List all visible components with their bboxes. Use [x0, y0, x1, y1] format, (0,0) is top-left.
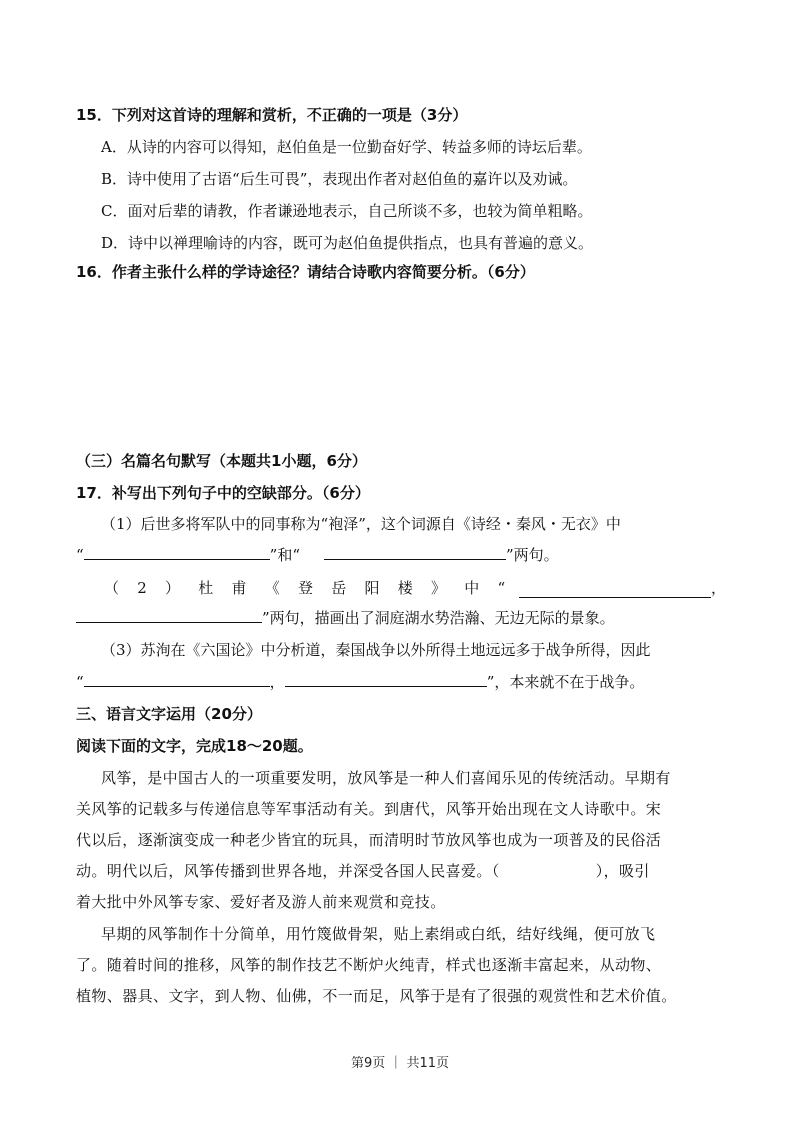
- q17-item2-line1: （ 2 ） 杜 甫 《 登 岳 阳 楼 》 中 “ ，: [76, 578, 726, 598]
- q15-option-c: C．面对后辈的请教，作者谦逊地表示，自己所谈不多，也较为简单粗略。: [101, 202, 593, 220]
- quote-join: ”和“: [269, 546, 301, 564]
- q17-item3-line1: （3）苏洵在《六国论》中分析道，秦国战争以外所得土地远远多于战争所得，因此: [101, 641, 651, 659]
- q16-title: 16．作者主张什么样的学诗途径？请结合诗歌内容简要分析。（6分）: [76, 263, 535, 281]
- answer-blank-5[interactable]: [84, 672, 270, 687]
- page-footer: 第9页 ｜ 共11页: [350, 1056, 450, 1071]
- q15-option-b: B．诗中使用了古语“后生可畏”，表现出作者对赵伯鱼的嘉许以及劝诫。: [101, 170, 578, 188]
- answer-blank-4[interactable]: [76, 608, 262, 623]
- q17-item1-line1: （1）后世多将军队中的同事称为“袍泽”，这个词源自《诗经・秦风・无衣》中: [101, 515, 621, 533]
- answer-blank-2[interactable]: [324, 545, 506, 560]
- passage-p2-line1: 早期的风筝制作十分简单，用竹篾做骨架，贴上素绢或白纸，结好线绳，便可放飞: [101, 925, 656, 943]
- part3-instruction: 阅读下面的文字，完成18～20题。: [76, 737, 313, 755]
- passage-p2-line3: 植物、器具、文字，到人物、仙佛，不一而足，风筝于是有了很强的观赏性和艺术价值。: [76, 987, 677, 1005]
- q15-title: 15．下列对这首诗的理解和赏析，不正确的一项是（3分）: [76, 106, 468, 124]
- q17-title: 17．补写出下列句子中的空缺部分。（6分）: [76, 484, 370, 502]
- q17-item3-line2: “ ， ”，本来就不在于战争。: [76, 673, 645, 691]
- passage-p1-line1: 风筝，是中国古人的一项重要发明，放风筝是一种人们喜闻乐见的传统活动。早期有: [101, 769, 671, 787]
- item2-spread-text: （ 2 ） 杜 甫 《 登 岳 阳 楼 》 中 “: [104, 579, 506, 597]
- passage-p1-line5: 着大批中外风筝专家、爱好者及游人前来观赏和竞技。: [76, 893, 446, 911]
- section3-title: （三）名篇名句默写（本题共1小题，6分）: [76, 452, 367, 470]
- line-end: ”两句。: [506, 546, 559, 564]
- part3-title: 三、语言文字运用（20分）: [76, 705, 262, 723]
- answer-blank-3[interactable]: [519, 583, 711, 598]
- passage-p2-line2: 了。随着时间的推移，风筝的制作技艺不断炉火纯青，样式也逐渐丰富起来，从动物、: [76, 956, 662, 974]
- answer-blank-6[interactable]: [285, 672, 487, 687]
- q17-item2-line2: ”两句，描画出了洞庭湖水势浩瀚、无边无际的景象。: [76, 608, 726, 628]
- q15-option-a: A．从诗的内容可以得知，赵伯鱼是一位勤奋好学、转益多师的诗坛后辈。: [101, 138, 592, 156]
- q15-option-d: D．诗中以禅理喻诗的内容，既可为赵伯鱼提供指点，也具有普遍的意义。: [101, 234, 594, 252]
- passage-p1-line4: 动。明代以后，风筝传播到世界各地，并深受各国人民喜爱。（ ），吸引: [76, 862, 650, 880]
- passage-p1-line2: 关风筝的记载多与传递信息等军事活动有关。到唐代，风筝开始出现在文人诗歌中。宋: [76, 800, 662, 818]
- passage-p1-line3: 代以后，逐渐演变成一种老少皆宜的玩具，而清明时节放风筝也成为一项普及的民俗活: [76, 831, 662, 849]
- q17-item1-line2: [76, 545, 726, 565]
- answer-blank-1[interactable]: [84, 545, 270, 560]
- open-quote: “: [76, 546, 84, 564]
